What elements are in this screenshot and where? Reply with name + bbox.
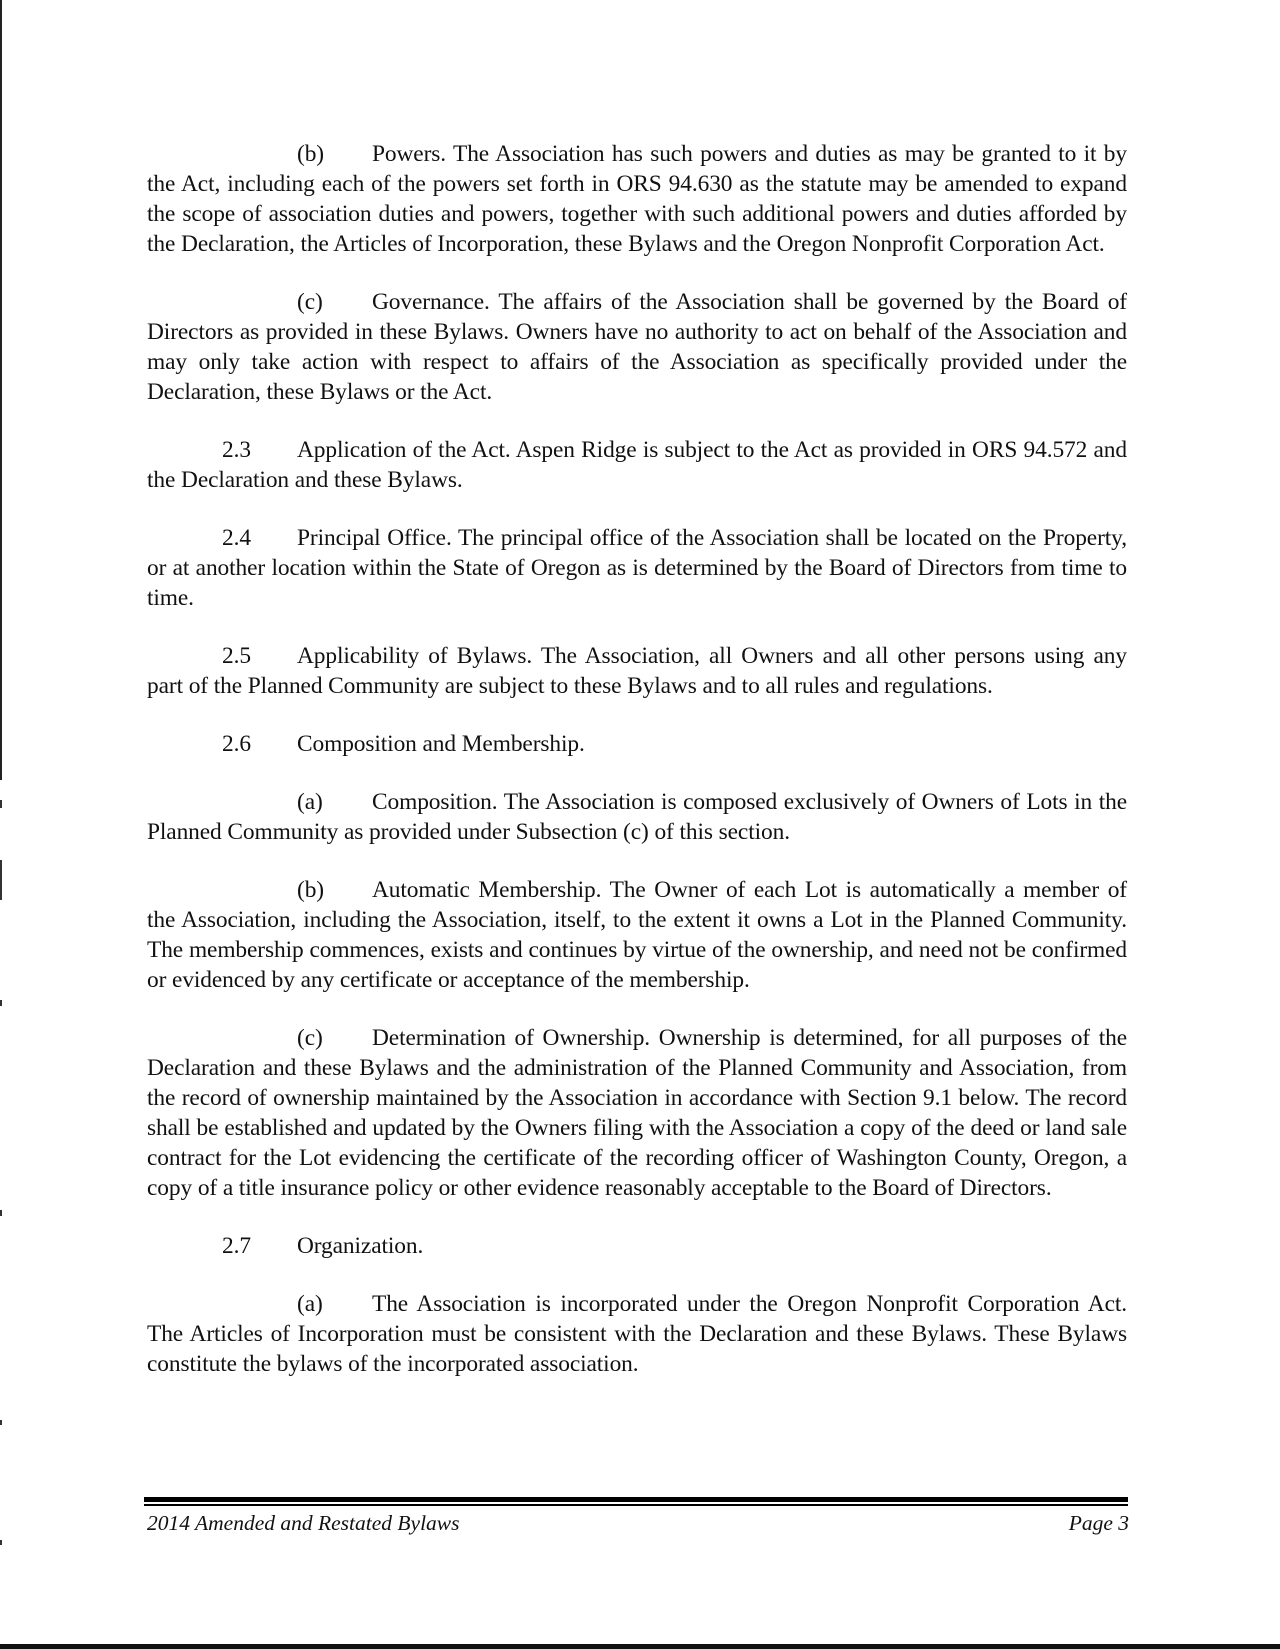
paragraph-text: The Association is incorporated under the Oregon Nonprofit Corporation Act. The Articles of Incorporation must be consistent with the Declaration and these Bylaws. These Bylaws constitute the bylaws of the incorporated association. (147, 1291, 1127, 1377)
scan-edge-mark (0, 1000, 2, 1006)
section-text: Principal Office. The principal office of the Association shall be located on the Property, or at another location within the State of Oregon as is determined by the Board of Directors from time to time. (147, 525, 1127, 611)
paragraph-number: (b) (297, 877, 324, 903)
section-number: 2.5 (222, 643, 251, 669)
scan-left-edge (0, 0, 2, 780)
paragraph-determination-of-ownership (147, 1023, 1127, 1203)
footer-document-title: 2014 Amended and Restated Bylaws (147, 1511, 460, 1535)
scan-edge-mark (0, 860, 2, 900)
section-text: Organization. (297, 1233, 424, 1259)
section-text: Composition and Membership. (297, 731, 585, 757)
section-number: 2.3 (222, 437, 251, 463)
paragraph-number: (c) (297, 1025, 323, 1051)
paragraph-text: Governance. The affairs of the Association shall be governed by the Board of Directors as provided in these Bylaws. Owners have no authority to act on behalf of the Association and may only take action with respect to affairs of the Association as specifically provided under the Declaration, these Bylaws or the Act. (147, 289, 1127, 405)
paragraph-powers (147, 139, 1127, 259)
scan-edge-mark (0, 800, 2, 808)
paragraph-incorporation (147, 1289, 1127, 1379)
paragraph-text: Determination of Ownership. Ownership is determined, for all purposes of the Declaration and these Bylaws and the administration of the Planned Community and Association, from the record of ownership maintained by the Association in accordance with Section 9.1 below. The record shall be established and updated by the Owners filing with the Association a copy of the deed or land sale contract for the Lot evidencing the certificate of the recording officer of Washington County, Oregon, a copy of a title insurance policy or other evidence reasonably acceptable to the Board of Directors. (147, 1025, 1127, 1201)
section-number: 2.6 (222, 731, 251, 757)
paragraph-number: (c) (297, 289, 323, 315)
paragraph-automatic-membership (147, 875, 1127, 995)
section-2-3 (147, 435, 1127, 495)
footer-page-number: Page 3 (1068, 1511, 1129, 1535)
section-number: 2.4 (222, 525, 251, 551)
scan-edge-mark (0, 1420, 2, 1425)
paragraph-text: Powers. The Association has such powers and duties as may be granted to it by the Act, including each of the powers set forth in ORS 94.630 as the statute may be amended to expand the scope of association duties and powers, together with such additional powers and duties afforded by the Declaration, the Articles of Incorporation, these Bylaws and the Oregon Nonprofit Corporation Act. (147, 141, 1127, 257)
section-2-5 (147, 641, 1127, 701)
section-2-6 (147, 729, 1127, 759)
footer-rule-thin (144, 1504, 1128, 1506)
section-number: 2.7 (222, 1233, 251, 1259)
section-text: Applicability of Bylaws. The Association, all Owners and all other persons using any part of the Planned Community are subject to these Bylaws and to all rules and regulations. (147, 643, 1127, 699)
scan-edge-mark (0, 1210, 2, 1216)
section-text: Application of the Act. Aspen Ridge is subject to the Act as provided in ORS 94.572 and the Declaration and these Bylaws. (147, 437, 1127, 493)
section-2-7 (147, 1231, 1127, 1261)
scan-bottom-edge (0, 1644, 1280, 1649)
paragraph-number: (b) (297, 141, 324, 167)
scan-edge-mark (0, 1540, 2, 1545)
section-2-4 (147, 523, 1127, 613)
paragraph-number: (a) (297, 789, 323, 815)
paragraph-text: Automatic Membership. The Owner of each Lot is automatically a member of the Association, including the Association, itself, to the extent it owns a Lot in the Planned Community. The membership commences, exists and continues by virtue of the ownership, and need not be confirmed or evidenced by any certificate or acceptance of the membership. (147, 877, 1127, 993)
paragraph-governance (147, 287, 1127, 407)
paragraph-text: Composition. The Association is composed exclusively of Owners of Lots in the Planned Community as provided under Subsection (c) of this section. (147, 789, 1127, 845)
paragraph-number: (a) (297, 1291, 323, 1317)
document-body (147, 139, 1127, 1407)
paragraph-composition (147, 787, 1127, 847)
footer-rule-thick (144, 1497, 1128, 1502)
